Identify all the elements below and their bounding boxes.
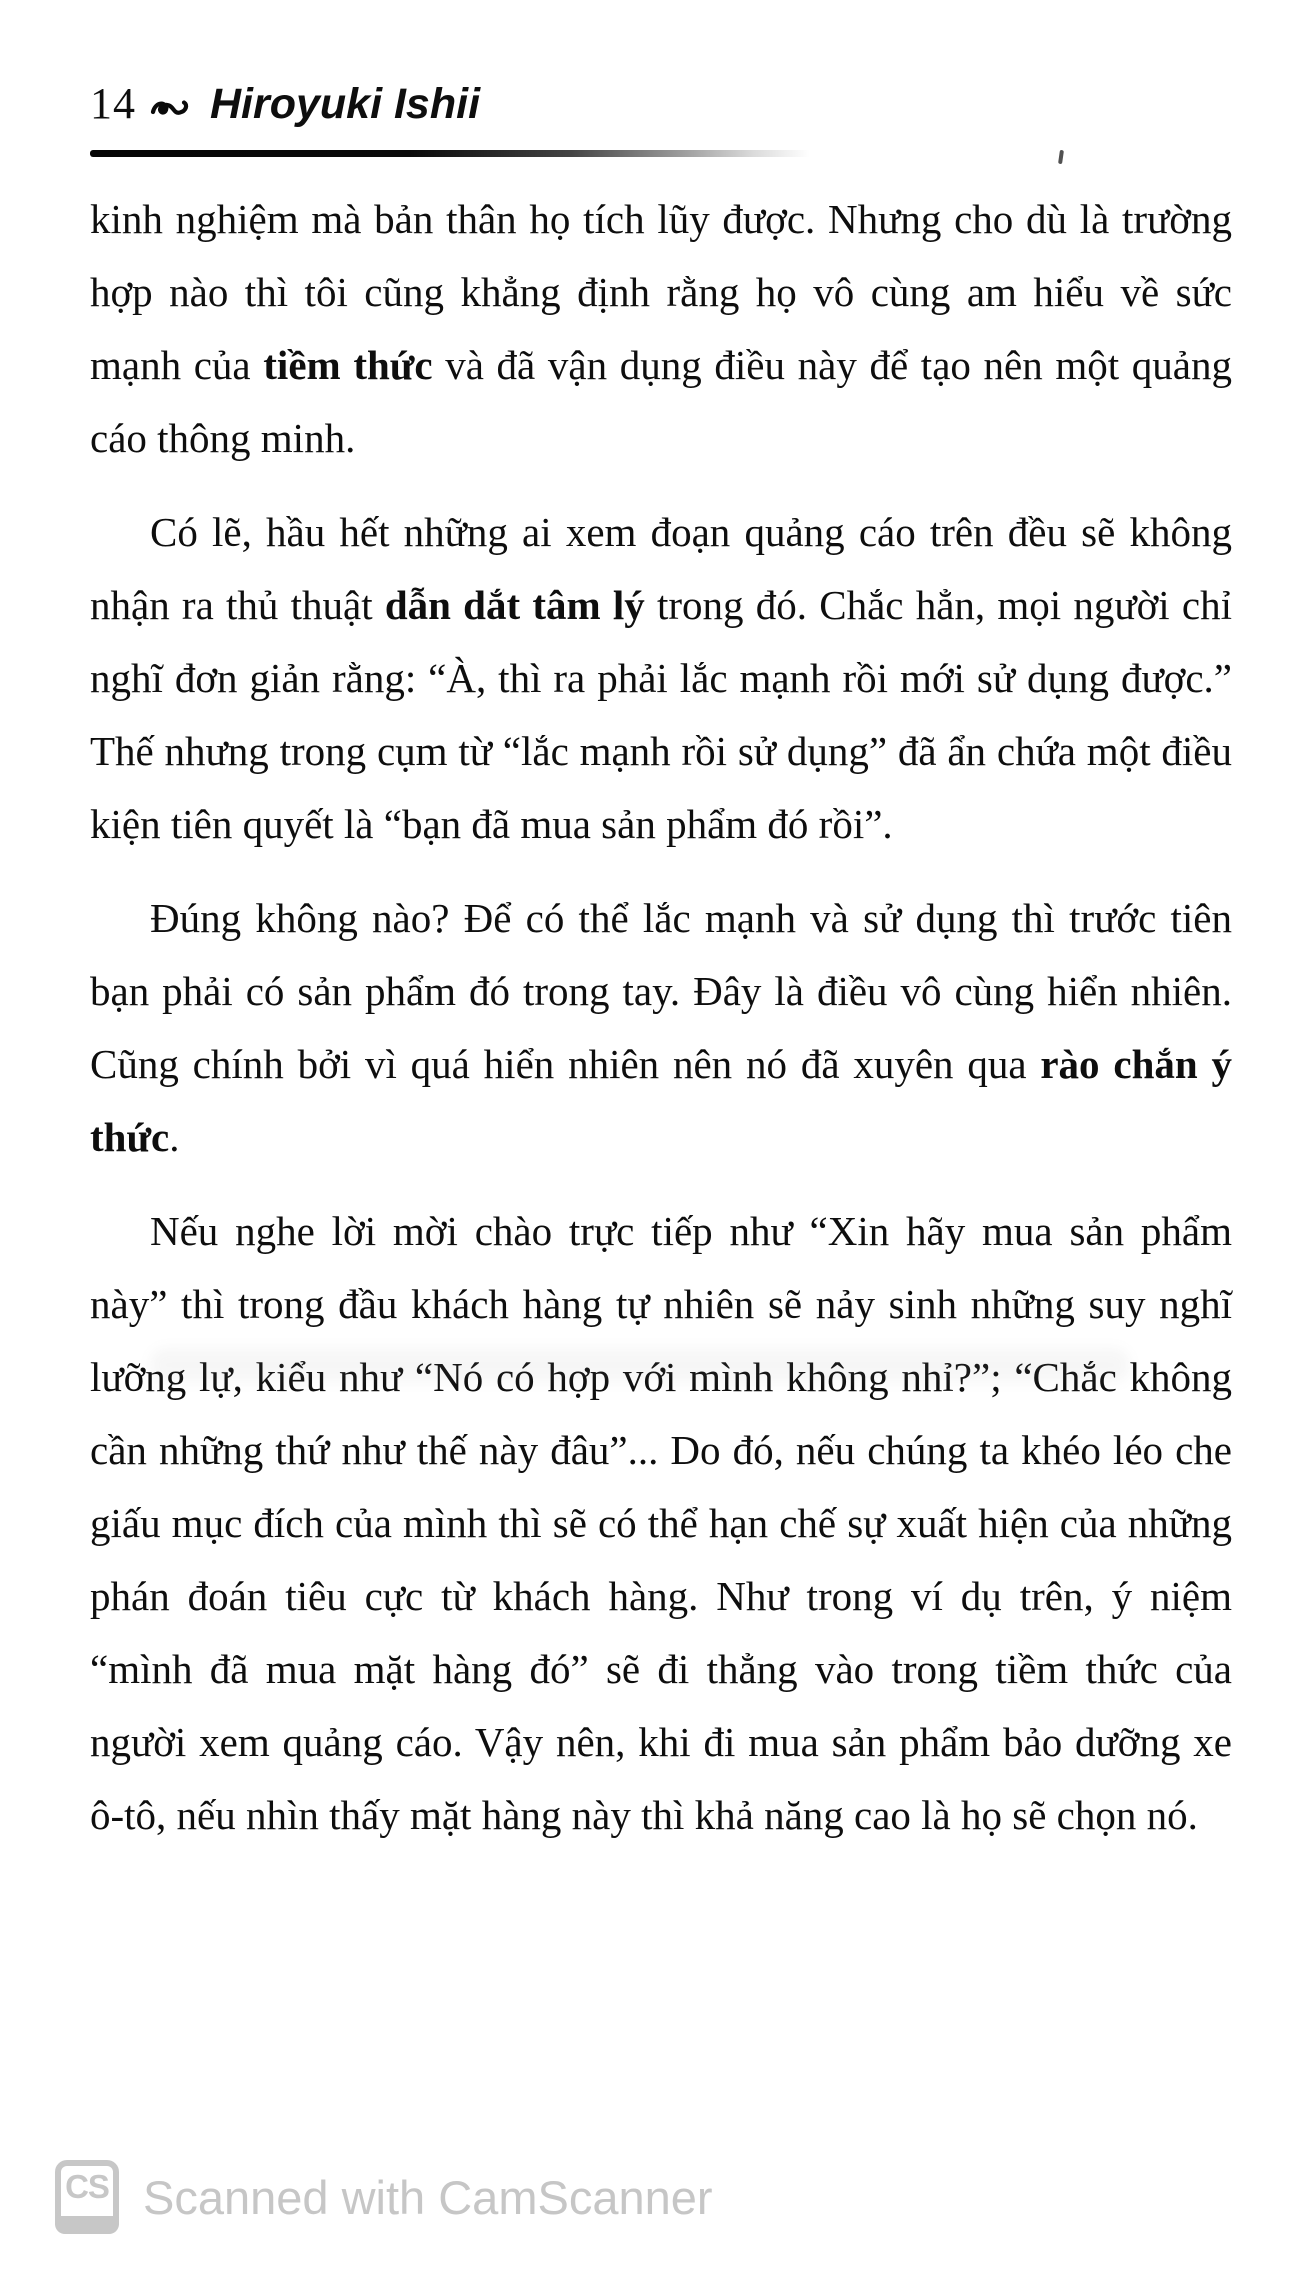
page-content bbox=[90, 78, 1232, 1873]
bold-phrase: rào chắn ý thức bbox=[90, 1041, 1232, 1160]
text-run: Đúng không nào? Để có thể lắc mạnh và sử dụng thì trước tiên bạn phải có sản phẩm đó trong tay. Đây là điều vô cùng hiển nhiên. Cũng chính bởi vì quá hiển nhiên nên nó đã xuyên qua bbox=[90, 895, 1232, 1087]
text-run: kinh nghiệm mà bản thân họ tích lũy được. Nhưng cho dù là trường hợp nào thì tôi cũng khẳng định rằng họ vô cùng am hiểu về sức mạnh của bbox=[90, 196, 1232, 388]
text-run: . bbox=[169, 1114, 180, 1160]
bold-phrase: tiềm thức bbox=[263, 342, 433, 388]
paragraphs bbox=[90, 183, 1232, 1852]
text-run: trong đó. Chắc hẳn, mọi người chỉ nghĩ đơn giản rằng: “À, thì ra phải lắc mạnh rồi mới sử dụng được.” Thế nhưng trong cụm từ “lắc mạnh rồi sử dụng” đã ẩn chứa một điều kiện tiên quyết là “bạn đã mua sản phẩm đó rồi”. bbox=[90, 582, 1232, 847]
text-run: và đã vận dụng điều này để tạo nên một quảng cáo thông minh. bbox=[90, 342, 1232, 461]
text-run: Nếu nghe lời mời chào trực tiếp như “Xin hãy mua sản phẩm này” thì trong đầu khách hàng tự nhiên sẽ nảy sinh những suy nghĩ lưỡng lự, kiểu như “Nó có hợp với mình không nhỉ?”; “Chắc không cần những thứ như thế này đâu”... Do đó, nếu chúng ta khéo léo che giấu mục đích của mình thì sẽ có thể hạn chế sự xuất hiện của những phán đoán tiêu cực từ khách hàng. Như trong ví dụ trên, ý niệm “mình đã mua mặt hàng đó” sẽ đi thẳng vào trong tiềm thức của người xem quảng cáo. Vậy nên, khi đi mua sản phẩm bảo dưỡng xe ô-tô, nếu nhìn thấy mặt hàng này thì khả năng cao là họ sẽ chọn nó. bbox=[90, 1208, 1232, 1838]
swirl-ornament-icon bbox=[150, 96, 196, 127]
bold-phrase: dẫn dắt tâm lý bbox=[384, 582, 645, 628]
paragraph bbox=[90, 183, 1232, 475]
page-header bbox=[90, 78, 1232, 134]
camscanner-logo-letters: CS bbox=[65, 2168, 109, 2205]
scan-artifact-smudge bbox=[150, 1348, 1130, 1382]
text-run: Có lẽ, hầu hết những ai xem đoạn quảng cáo trên đều sẽ không nhận ra thủ thuật bbox=[90, 509, 1232, 628]
paragraph bbox=[90, 496, 1232, 861]
camscanner-logo-band bbox=[55, 2216, 119, 2234]
camscanner-logo-icon bbox=[55, 2160, 119, 2234]
paragraph bbox=[90, 1195, 1232, 1852]
scanned-with-camscanner-label: Scanned with CamScanner bbox=[143, 2170, 713, 2224]
page-number: 14 bbox=[90, 79, 136, 128]
author-name: Hiroyuki Ishii bbox=[210, 80, 481, 128]
paragraph bbox=[90, 882, 1232, 1174]
camscanner-watermark bbox=[55, 2160, 713, 2234]
